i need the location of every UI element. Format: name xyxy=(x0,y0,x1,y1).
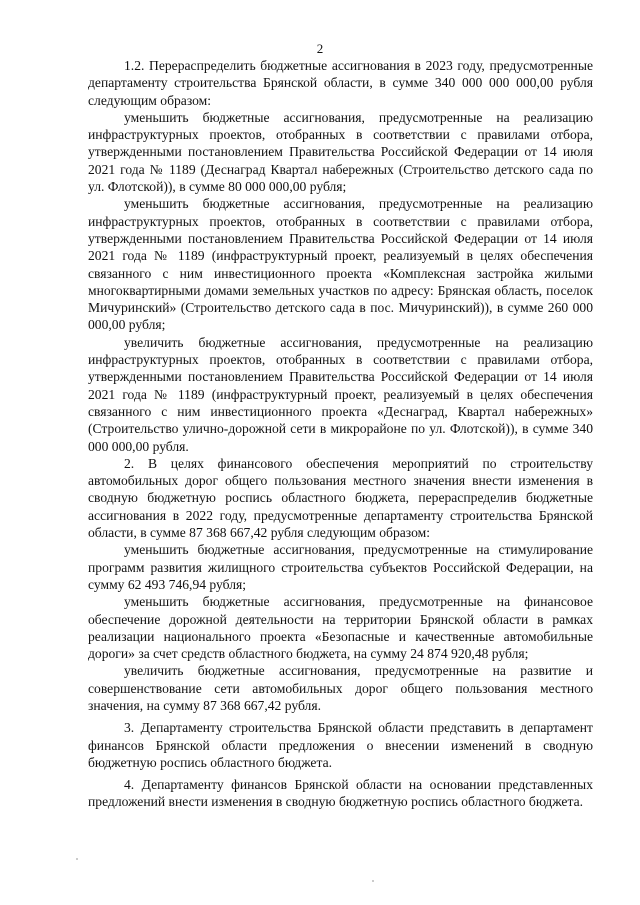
scan-speck xyxy=(76,858,78,860)
paragraph-decrease-housing-programs: уменьшить бюджетные ассигнования, предусмотренные на стимулирование программ развития жилищного строительства субъектов Российской Федерации, на сумму 62 493 746,94 рубля; xyxy=(88,542,593,592)
paragraph-1-2: 1.2. Перераспределить бюджетные ассигнования в 2023 году, предусмотренные департаменту строительства Брянской области, в сумме 340 000 000 000,00 рубля следующим образом: xyxy=(88,58,593,108)
page-number: 2 xyxy=(316,41,324,56)
document-body xyxy=(88,57,593,811)
paragraph-decrease-flotskaya-kindergarten: уменьшить бюджетные ассигнования, предусмотренные на реализацию инфраструктурных проектов, отобранных в соответствии с правилами отбора, утвержденными постановлением Правительства Российской Федерации от 14 июля 2021 года № 1189 (Деснаград Квартал набережных (Строительство детского сада по ул. Флотской)), в сумме 80 000 000,00 рубля; xyxy=(88,109,593,195)
paragraph-4: 4. Департаменту финансов Брянской области на основании представленных предложений внести изменения в сводную бюджетную роспись областного бюджета. xyxy=(88,777,593,810)
paragraph-2: 2. В целях финансового обеспечения мероприятий по строительству автомобильных дорог общего пользования местного значения внести изменения в сводную бюджетную роспись областного бюджета, перераспределив бюджетные ассигнования в 2022 году, предусмотренные департаменту строительства Брянской области, в сумме 87 368 667,42 рубля следующим образом: xyxy=(88,455,593,541)
paragraph-3: 3. Департаменту строительства Брянской области представить в департамент финансов Брянской области предложения о внесении изменений в сводную бюджетную роспись областного бюджета. xyxy=(88,720,593,770)
scan-speck xyxy=(372,880,374,882)
paragraph-increase-road-network: увеличить бюджетные ассигнования, предусмотренные на реализацию инфраструктурных проектов, отобранных в соответствии с правилами отбора, утвержденными постановлением Правительства Российской Федерации от 14 июля 2021 года № 1189 (инфраструктурный проект, реализуемый в целях обеспечения связанного с ним инвестиционного проекта «Деснаград, Квартал набережных» (Строительство улично-дорожной сети в микрорайоне по ул. Флотской)), в сумме 340 000 000,00 рубля. xyxy=(88,334,593,454)
paragraph-increase-local-roads: увеличить бюджетные ассигнования, предусмотренные на развитие и совершенствование сети автомобильных дорог общего пользования местного значения, на сумму 87 368 667,42 рубля. xyxy=(88,663,593,713)
paragraph-decrease-road-activity: уменьшить бюджетные ассигнования, предусмотренные на финансовое обеспечение дорожной деятельности на территории Брянской области в рамках реализации национального проекта «Безопасные и качественные автомобильные дороги» за счет средств областного бюджета, на сумму 24 874 920,48 рубля; xyxy=(88,594,593,662)
paragraph-decrease-michurinsky-kindergarten: уменьшить бюджетные ассигнования, предусмотренные на реализацию инфраструктурных проектов, отобранных в соответствии с правилами отбора, утвержденными постановлением Правительства Российской Федерации от 14 июля 2021 года № 1189 (инфраструктурный проект, реализуемый в целях обеспечения связанного с ним инвестиционного проекта «Комплексная застройка жилыми многоквартирными домами земельных участков по адресу: Брянская область, поселок Мичуринский» (Строительство детского сада в пос. Мичуринский)), в сумме 260 000 000,00 рубля; xyxy=(88,196,593,333)
